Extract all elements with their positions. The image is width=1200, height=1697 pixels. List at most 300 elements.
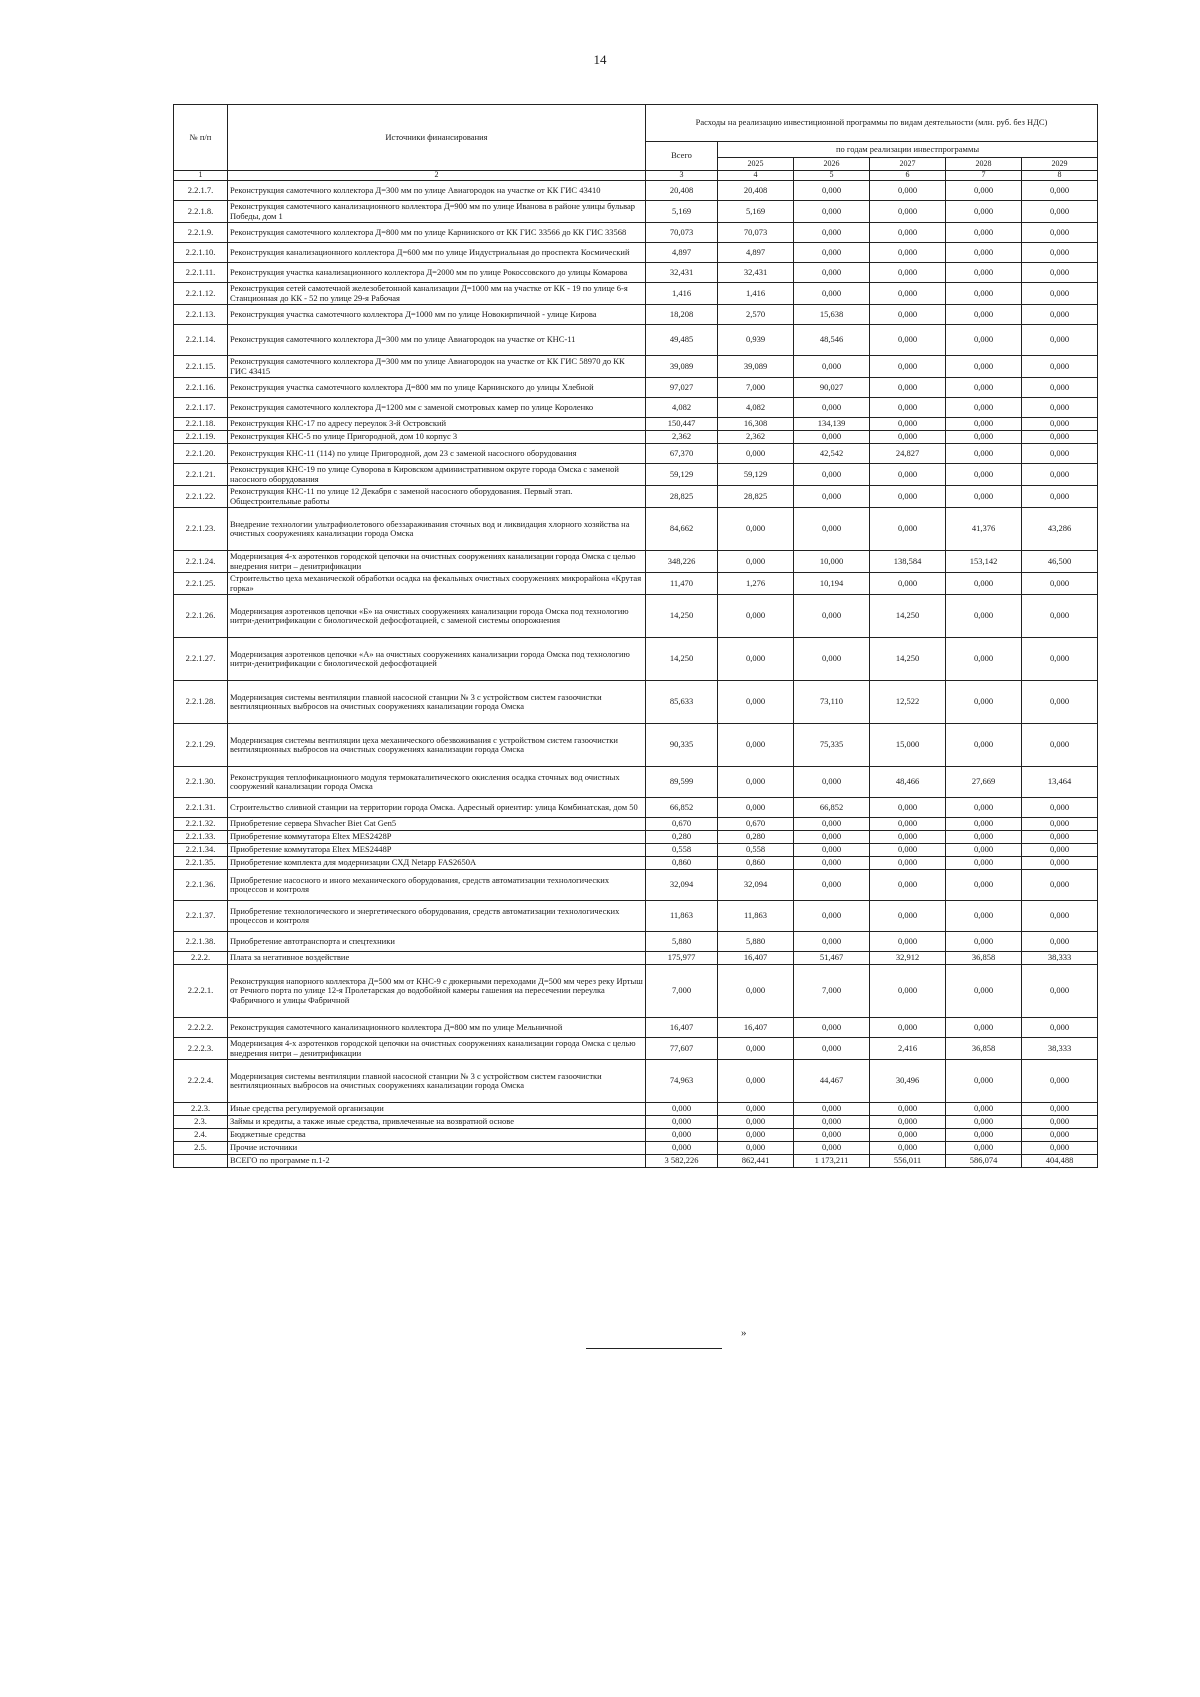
table-row [174,181,1098,201]
row-year-value: 0,000 [1022,305,1098,325]
table-row [174,932,1098,952]
row-number: 2.2.1.19. [174,431,228,444]
table-row [174,263,1098,283]
row-source-name: Реконструкция КНС-19 по улице Суворова в Кировском административном округе города Омска с заменой насосного оборудования [228,464,646,486]
row-year-value: 0,000 [1022,181,1098,201]
row-year-value: 0,000 [1022,283,1098,305]
row-year-value: 4,897 [718,243,794,263]
row-year-value: 0,000 [718,681,794,724]
row-year-value: 862,441 [718,1155,794,1168]
row-year-value: 0,558 [718,844,794,857]
row-year-value: 0,000 [1022,1116,1098,1129]
row-year-value: 0,000 [1022,595,1098,638]
row-year-value: 134,139 [794,418,870,431]
row-year-value: 41,376 [946,508,1022,551]
table-row [174,508,1098,551]
row-year-value: 0,000 [946,263,1022,283]
row-year-value: 0,000 [946,418,1022,431]
row-year-value: 0,000 [718,1116,794,1129]
row-year-value: 90,027 [794,378,870,398]
row-source-name: Реконструкция теплофикационного модуля термокаталитического окисления осадка сточных вод очистных сооружений канализации города Омска [228,767,646,798]
row-year-value: 0,000 [946,181,1022,201]
row-year-value: 14,250 [870,638,946,681]
row-year-value: 0,000 [870,857,946,870]
row-source-name: Реконструкция самотечного коллектора Д=300 мм по улице Авиагородок на участке от КК ГИС 58970 до КК ГИС 43415 [228,356,646,378]
table-row [174,398,1098,418]
row-total-value: 59,129 [646,464,718,486]
row-year-value: 0,000 [794,595,870,638]
row-year-value: 12,522 [870,681,946,724]
row-year-value: 0,000 [718,965,794,1018]
row-number: 2.2.1.35. [174,857,228,870]
row-year-value: 0,000 [870,901,946,932]
row-year-value: 75,335 [794,724,870,767]
row-year-value: 0,000 [946,901,1022,932]
row-number: 2.2.1.18. [174,418,228,431]
row-year-value: 0,000 [1022,223,1098,243]
row-source-name: Бюджетные средства [228,1129,646,1142]
table-row [174,1018,1098,1038]
row-number: 2.2.1.20. [174,444,228,464]
row-source-name: Займы и кредиты, а также иные средства, привлеченные на возвратной основе [228,1116,646,1129]
row-year-value: 0,000 [718,798,794,818]
row-year-value: 0,000 [1022,818,1098,831]
row-year-value: 0,000 [718,444,794,464]
row-year-value: 0,000 [1022,486,1098,508]
row-year-value: 70,073 [718,223,794,243]
row-year-value: 0,000 [870,844,946,857]
row-year-value: 0,000 [946,573,1022,595]
row-source-name: Реконструкция напорного коллектора Д=500 мм от КНС-9 с дюкерными переходами Д=500 мм через реку Иртыш от Речного порта по улице 12-я Пролетарская до водобойной камеры гашения на пересечении переулка Фабричного и улицы Фабричной [228,965,646,1018]
row-year-value: 5,169 [718,201,794,223]
row-year-value: 0,000 [870,223,946,243]
table-row [174,305,1098,325]
row-total-value: 84,662 [646,508,718,551]
row-year-value: 38,333 [1022,1038,1098,1060]
row-source-name: Реконструкция КНС-11 по улице 12 Декабря с заменой насосного оборудования. Первый этап. Общестроительные работы [228,486,646,508]
row-number: 2.3. [174,1116,228,1129]
table-row [174,767,1098,798]
row-year-value: 0,000 [794,818,870,831]
row-number: 2.2.1.24. [174,551,228,573]
row-year-value: 0,000 [794,1018,870,1038]
table-row [174,831,1098,844]
row-year-value: 0,000 [870,305,946,325]
row-year-value: 0,000 [1022,263,1098,283]
row-total-value: 70,073 [646,223,718,243]
row-year-value: 39,089 [718,356,794,378]
row-year-value: 48,466 [870,767,946,798]
row-year-value: 15,000 [870,724,946,767]
row-total-value: 20,408 [646,181,718,201]
row-source-name: Строительство цеха механической обработки осадка на фекальных очистных сооружениях микрорайона «Крутая горка» [228,573,646,595]
row-total-value: 0,860 [646,857,718,870]
row-year-value: 0,000 [946,595,1022,638]
row-year-value: 2,570 [718,305,794,325]
row-year-value: 0,000 [946,932,1022,952]
row-year-value: 0,000 [870,378,946,398]
column-number: 8 [1022,171,1098,181]
table-row [174,870,1098,901]
row-year-value: 0,000 [1022,356,1098,378]
row-total-value: 1,416 [646,283,718,305]
row-year-value: 0,000 [1022,243,1098,263]
row-total-value: 28,825 [646,486,718,508]
row-year-value: 0,860 [718,857,794,870]
row-total-value: 0,670 [646,818,718,831]
column-number: 4 [718,171,794,181]
row-total-value: 2,362 [646,431,718,444]
row-year-value: 32,912 [870,952,946,965]
table-row [174,595,1098,638]
row-total-value: 5,169 [646,201,718,223]
column-number: 6 [870,171,946,181]
row-total-value: 11,863 [646,901,718,932]
row-source-name: ВСЕГО по программе п.1-2 [228,1155,646,1168]
row-source-name: Модернизация 4-х аэротенков городской цепочки на очистных сооружениях канализации города Омска с целью внедрения нитри – денитрификации [228,551,646,573]
row-year-value: 59,129 [718,464,794,486]
row-year-value: 0,000 [794,356,870,378]
table-row [174,1038,1098,1060]
row-year-value: 43,286 [1022,508,1098,551]
header-source: Источники финансирования [228,105,646,171]
row-total-value: 39,089 [646,356,718,378]
row-total-value: 4,082 [646,398,718,418]
row-number: 2.2.1.25. [174,573,228,595]
table-row [174,486,1098,508]
row-year-value: 0,000 [946,818,1022,831]
column-number: 2 [228,171,646,181]
table-row [174,1129,1098,1142]
row-year-value: 0,939 [718,325,794,356]
row-number: 2.2.2.3. [174,1038,228,1060]
row-year-value: 0,000 [946,223,1022,243]
row-total-value: 77,607 [646,1038,718,1060]
table-row [174,798,1098,818]
row-total-value: 348,226 [646,551,718,573]
row-year-value: 16,308 [718,418,794,431]
row-source-name: Модернизация системы вентиляции главной насосной станции № 3 с устройством систем газоочистки вентиляционных выбросов на очистных сооружениях канализации города Омска [228,1060,646,1103]
header-year: 2028 [946,158,1022,171]
table-row [174,243,1098,263]
row-year-value: 0,000 [870,870,946,901]
row-total-value: 0,000 [646,1103,718,1116]
row-year-value: 0,000 [794,1038,870,1060]
row-year-value: 0,000 [794,464,870,486]
row-year-value: 0,000 [1022,857,1098,870]
row-total-value: 18,208 [646,305,718,325]
row-year-value: 0,000 [870,283,946,305]
header-year: 2026 [794,158,870,171]
row-year-value: 30,496 [870,1060,946,1103]
row-total-value: 150,447 [646,418,718,431]
header-year: 2029 [1022,158,1098,171]
row-year-value: 0,000 [946,283,1022,305]
tail-mark: » [741,1327,747,1339]
row-total-value: 97,027 [646,378,718,398]
row-number: 2.2.3. [174,1103,228,1116]
row-source-name: Плата за негативное воздействие [228,952,646,965]
row-year-value: 0,000 [794,870,870,901]
row-year-value: 0,000 [718,1038,794,1060]
row-total-value: 0,000 [646,1116,718,1129]
row-number: 2.2.1.23. [174,508,228,551]
column-number-row [174,171,1098,181]
row-year-value: 0,000 [794,857,870,870]
row-number: 2.2.1.34. [174,844,228,857]
row-total-value: 90,335 [646,724,718,767]
row-year-value: 0,000 [870,1142,946,1155]
row-total-value: 0,000 [646,1142,718,1155]
row-year-value: 0,000 [718,508,794,551]
row-number [174,1155,228,1168]
row-year-value: 14,250 [870,595,946,638]
row-year-value: 0,000 [794,243,870,263]
row-year-value: 0,000 [1022,932,1098,952]
row-year-value: 0,000 [718,551,794,573]
row-year-value: 0,000 [946,464,1022,486]
row-year-value: 0,000 [870,398,946,418]
row-year-value: 0,000 [946,1116,1022,1129]
row-year-value: 0,000 [946,844,1022,857]
row-year-value: 0,000 [870,1116,946,1129]
row-total-value: 74,963 [646,1060,718,1103]
row-number: 2.5. [174,1142,228,1155]
table-row [174,857,1098,870]
row-year-value: 0,000 [946,1060,1022,1103]
row-source-name: Приобретение коммутатора Eltex MES2448P [228,844,646,857]
row-number: 2.2.1.9. [174,223,228,243]
row-total-value: 3 582,226 [646,1155,718,1168]
row-year-value: 0,000 [946,638,1022,681]
row-year-value: 0,000 [1022,201,1098,223]
table-row [174,283,1098,305]
row-year-value: 0,000 [1022,325,1098,356]
row-year-value: 0,000 [946,857,1022,870]
row-year-value: 0,000 [870,243,946,263]
row-year-value: 1 173,211 [794,1155,870,1168]
row-year-value: 0,000 [794,1116,870,1129]
row-year-value: 0,000 [870,798,946,818]
row-year-value: 42,542 [794,444,870,464]
table-row [174,724,1098,767]
row-year-value: 0,000 [870,464,946,486]
header-year: 2025 [718,158,794,171]
row-source-name: Приобретение комплекта для модернизации СХД Netapp FAS2650A [228,857,646,870]
row-total-value: 85,633 [646,681,718,724]
row-year-value: 0,000 [718,595,794,638]
row-year-value: 404,488 [1022,1155,1098,1168]
row-total-value: 67,370 [646,444,718,464]
row-year-value: 66,852 [794,798,870,818]
row-total-value: 0,558 [646,844,718,857]
row-year-value: 586,074 [946,1155,1022,1168]
row-source-name: Приобретение насосного и иного механического оборудования, средств автоматизации технологических процессов и контроля [228,870,646,901]
row-year-value: 44,467 [794,1060,870,1103]
column-number: 7 [946,171,1022,181]
row-year-value: 0,000 [794,831,870,844]
row-year-value: 0,000 [946,325,1022,356]
row-number: 2.2.1.13. [174,305,228,325]
row-year-value: 10,000 [794,551,870,573]
row-year-value: 0,000 [870,818,946,831]
row-year-value: 0,000 [794,398,870,418]
row-year-value: 0,000 [1022,798,1098,818]
row-year-value: 0,000 [946,1129,1022,1142]
row-year-value: 16,407 [718,952,794,965]
row-total-value: 0,280 [646,831,718,844]
row-year-value: 0,000 [718,1129,794,1142]
row-number: 2.2.2. [174,952,228,965]
row-total-value: 32,094 [646,870,718,901]
row-number: 2.2.1.31. [174,798,228,818]
row-year-value: 0,000 [794,1142,870,1155]
row-number: 2.2.1.16. [174,378,228,398]
row-year-value: 0,000 [870,1103,946,1116]
row-year-value: 0,000 [946,965,1022,1018]
row-year-value: 556,011 [870,1155,946,1168]
row-year-value: 16,407 [718,1018,794,1038]
row-year-value: 0,000 [1022,681,1098,724]
row-year-value: 13,464 [1022,767,1098,798]
row-number: 2.2.1.17. [174,398,228,418]
row-number: 2.2.1.36. [174,870,228,901]
table-row [174,1103,1098,1116]
column-number: 3 [646,171,718,181]
row-number: 2.2.1.21. [174,464,228,486]
row-number: 2.4. [174,1129,228,1142]
row-year-value: 0,000 [718,767,794,798]
row-number: 2.2.1.12. [174,283,228,305]
row-number: 2.2.1.14. [174,325,228,356]
table-row [174,1155,1098,1168]
table-row [174,1116,1098,1129]
row-year-value: 0,000 [1022,1060,1098,1103]
row-year-value: 0,000 [794,181,870,201]
row-year-value: 0,000 [946,798,1022,818]
row-source-name: Строительство сливной станции на территории города Омска. Адресный ориентир: улица Комбинатская, дом 50 [228,798,646,818]
row-year-value: 15,638 [794,305,870,325]
row-year-value: 0,000 [718,638,794,681]
row-year-value: 20,408 [718,181,794,201]
row-source-name: Реконструкция канализационного коллектора Д=600 мм по улице Индустриальная до проспекта Космический [228,243,646,263]
row-source-name: Прочие источники [228,1142,646,1155]
table-row [174,431,1098,444]
row-year-value: 0,000 [946,724,1022,767]
row-year-value: 0,000 [1022,431,1098,444]
table-row [174,952,1098,965]
row-year-value: 0,000 [1022,464,1098,486]
row-year-value: 2,362 [718,431,794,444]
row-year-value: 0,000 [794,431,870,444]
row-year-value: 0,000 [870,325,946,356]
row-year-value: 0,000 [946,681,1022,724]
header-total: Всего [646,142,718,171]
row-year-value: 0,000 [1022,1018,1098,1038]
table-row [174,325,1098,356]
row-year-value: 0,000 [946,398,1022,418]
row-year-value: 5,880 [718,932,794,952]
row-source-name: Иные средства регулируемой организации [228,1103,646,1116]
row-number: 2.2.2.2. [174,1018,228,1038]
row-year-value: 0,000 [1022,901,1098,932]
row-number: 2.2.2.1. [174,965,228,1018]
row-year-value: 0,000 [946,831,1022,844]
row-source-name: Реконструкция КНС-5 по улице Пригородной, дом 10 корпус 3 [228,431,646,444]
row-year-value: 0,000 [1022,870,1098,901]
table-row [174,378,1098,398]
row-year-value: 28,825 [718,486,794,508]
row-total-value: 5,880 [646,932,718,952]
row-year-value: 0,000 [794,638,870,681]
row-year-value: 2,416 [870,1038,946,1060]
row-year-value: 0,000 [946,431,1022,444]
row-year-value: 0,000 [870,932,946,952]
row-source-name: Реконструкция КНС-17 по адресу переулок 3-й Островский [228,418,646,431]
row-year-value: 0,000 [1022,1142,1098,1155]
row-year-value: 0,000 [870,965,946,1018]
row-number: 2.2.1.15. [174,356,228,378]
row-source-name: Реконструкция самотечного коллектора Д=300 мм по улице Авиагородок на участке от КНС-11 [228,325,646,356]
row-source-name: Модернизация 4-х аэротенков городской цепочки на очистных сооружениях канализации города Омска с целью внедрения нитри – денитрификации [228,1038,646,1060]
row-year-value: 1,276 [718,573,794,595]
row-year-value: 0,000 [1022,378,1098,398]
row-total-value: 32,431 [646,263,718,283]
header-year: 2027 [870,158,946,171]
row-year-value: 0,000 [1022,1129,1098,1142]
row-year-value: 10,194 [794,573,870,595]
row-year-value: 138,584 [870,551,946,573]
row-source-name: Внедрение технологии ультрафиолетового обеззараживания сточных вод и ликвидация хлорного хозяйства на очистных сооружениях канализации города Омска [228,508,646,551]
row-year-value: 0,000 [794,1129,870,1142]
table-row [174,681,1098,724]
row-year-value: 0,000 [946,1103,1022,1116]
row-year-value: 0,670 [718,818,794,831]
row-year-value: 48,546 [794,325,870,356]
row-source-name: Реконструкция участка самотечного коллектора Д=800 мм по улице Карнинского до улицы Хлебной [228,378,646,398]
row-year-value: 0,000 [794,283,870,305]
row-year-value: 0,000 [1022,573,1098,595]
page-number: 14 [593,52,607,67]
row-total-value: 49,485 [646,325,718,356]
header-expenses-group: Расходы на реализацию инвестиционной программы по видам деятельности (млн. руб. без НДС) [646,105,1098,142]
row-source-name: Реконструкция участка самотечного коллектора Д=1000 мм по улице Новокирпичной - улице Кирова [228,305,646,325]
row-year-value: 32,431 [718,263,794,283]
table-row [174,965,1098,1018]
row-number: 2.2.1.29. [174,724,228,767]
row-year-value: 36,858 [946,1038,1022,1060]
row-source-name: Реконструкция сетей самотечной железобетонной канализации Д=1000 мм на участке от КК - 19 по улице 6-я Станционная до КК - 52 по улице 29-я Рабочая [228,283,646,305]
row-source-name: Приобретение коммутатора Eltex MES2428P [228,831,646,844]
row-source-name: Модернизация системы вентиляции цеха механического обезвоживания с устройством систем газоочистки вентиляционных выбросов на очистных сооружениях канализации города Омска [228,724,646,767]
row-year-value: 32,094 [718,870,794,901]
row-number: 2.2.1.7. [174,181,228,201]
row-year-value: 0,000 [1022,965,1098,1018]
row-source-name: Реконструкция участка канализационного коллектора Д=2000 мм по улице Рокоссовского до улицы Комарова [228,263,646,283]
row-total-value: 66,852 [646,798,718,818]
row-total-value: 14,250 [646,638,718,681]
row-year-value: 0,000 [794,486,870,508]
row-year-value: 0,280 [718,831,794,844]
row-number: 2.2.1.26. [174,595,228,638]
row-year-value: 11,863 [718,901,794,932]
row-year-value: 73,110 [794,681,870,724]
row-year-value: 0,000 [870,431,946,444]
row-year-value: 0,000 [1022,831,1098,844]
row-source-name: Модернизация аэротенков цепочки «А» на очистных сооружениях канализации города Омска под технологию нитри-денитрификации с биологической дефосфотацией [228,638,646,681]
row-year-value: 0,000 [794,901,870,932]
row-year-value: 0,000 [794,1103,870,1116]
